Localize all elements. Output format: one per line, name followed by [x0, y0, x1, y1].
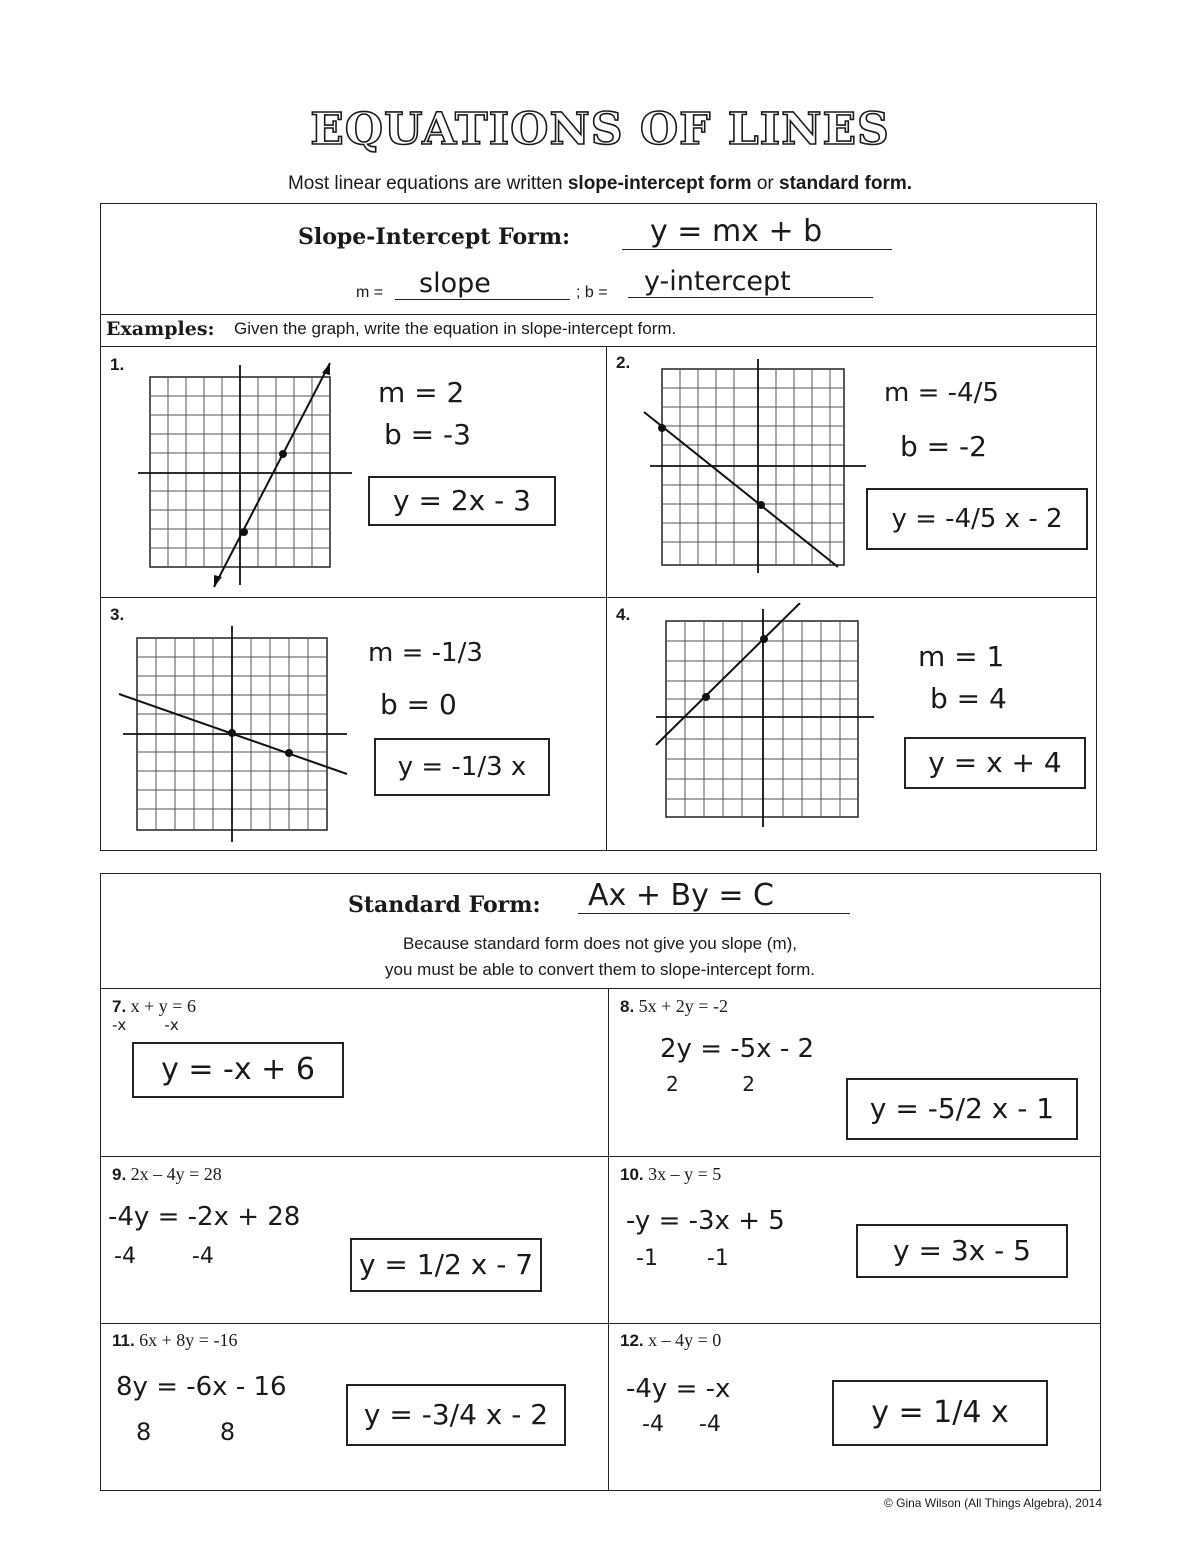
problem-8-answer: y = -5/2 x - 1 — [846, 1078, 1078, 1140]
problem-12 — [620, 1330, 721, 1351]
subtitle — [0, 173, 1200, 195]
graph-1-line — [214, 363, 330, 587]
problem-9 — [112, 1164, 222, 1185]
problem-4-answer: y = x + 4 — [904, 737, 1086, 789]
slope-intercept-answer: y = mx + b — [622, 214, 892, 250]
graph-1-arrow-top — [322, 363, 330, 375]
problem-9-work-2: -4 -4 — [114, 1244, 214, 1269]
graph-3-point-a — [228, 729, 236, 737]
problem-7-number: 7. — [112, 997, 127, 1016]
problem-12-work-2: -4 -4 — [642, 1412, 721, 1437]
problem-7-equation: x + y = 6 — [130, 996, 196, 1016]
problem-11-work-1: 8y = -6x - 16 — [116, 1372, 287, 1402]
copyright-footer: © Gina Wilson (All Things Algebra), 2014 — [883, 1496, 1102, 1510]
graph-4 — [650, 603, 880, 831]
problem-1-m: m = 2 — [378, 376, 465, 409]
graph-4-point-b — [760, 635, 768, 643]
problem-2-m: m = -4/5 — [884, 378, 999, 408]
problem-4-b: b = 4 — [930, 682, 1007, 715]
subtitle-form2: standard form. — [779, 173, 913, 194]
problem-4-number: 4. — [616, 605, 631, 624]
graph-1-axes — [138, 365, 352, 585]
problem-11-number: 11. — [112, 1331, 135, 1350]
problem-2-number: 2. — [616, 353, 631, 372]
problem-1-answer: y = 2x - 3 — [368, 476, 556, 526]
standard-grid-h1 — [100, 1156, 1101, 1157]
problem-11-equation: 6x + 8y = -16 — [139, 1330, 238, 1350]
graph-3 — [115, 622, 355, 844]
graph-2-axes — [650, 359, 866, 573]
examples-row-divider — [100, 314, 1097, 315]
problem-3-m: m = -1/3 — [368, 638, 483, 668]
problem-9-equation: 2x – 4y = 28 — [130, 1164, 222, 1184]
standard-grid-h2 — [100, 1323, 1101, 1324]
standard-grid-top — [100, 988, 1101, 989]
problem-9-work-1: -4y = -2x + 28 — [108, 1202, 301, 1232]
problem-10 — [620, 1164, 721, 1185]
problem-10-work-1: -y = -3x + 5 — [626, 1206, 785, 1236]
problem-10-answer: y = 3x - 5 — [856, 1224, 1068, 1278]
subtitle-form1: slope-intercept form — [567, 173, 752, 194]
problem-12-answer: y = 1/4 x — [832, 1380, 1048, 1446]
problem-3-answer: y = -1/3 x — [374, 738, 550, 796]
standard-grid-v — [608, 988, 609, 1491]
problem-10-equation: 3x – y = 5 — [648, 1164, 722, 1184]
slope-intercept-label: Slope-Intercept Form: — [298, 224, 571, 250]
problem-12-number: 12. — [620, 1331, 644, 1350]
b-label: ; b = — [576, 284, 608, 301]
examples-grid-top — [100, 346, 1097, 347]
problem-1-b: b = -3 — [384, 418, 471, 451]
standard-note-2: you must be able to convert them to slope-intercept form. — [385, 960, 815, 979]
subtitle-prefix: Most linear equations are written — [287, 173, 568, 194]
graph-2-point-a — [658, 424, 666, 432]
problem-8-equation: 5x + 2y = -2 — [638, 996, 728, 1016]
standard-form-label: Standard Form: — [348, 892, 541, 918]
problem-2-b: b = -2 — [900, 430, 987, 463]
standard-note-1: Because standard form does not give you slope (m), — [402, 934, 798, 953]
b-answer: y-intercept — [628, 266, 873, 298]
graph-2-grid — [662, 369, 844, 565]
problem-11 — [112, 1330, 237, 1351]
examples-instruction: Given the graph, write the equation in slope-intercept form. — [234, 319, 677, 338]
problem-8 — [620, 996, 728, 1017]
problem-3-b: b = 0 — [380, 688, 457, 721]
problem-8-work-2: 2 2 — [666, 1072, 756, 1096]
problem-4-m: m = 1 — [918, 640, 1005, 673]
problem-11-work-2: 8 8 — [136, 1418, 236, 1446]
problem-12-work-1: -4y = -x — [626, 1374, 731, 1404]
page-title: EQUATIONS OF LINES — [310, 104, 890, 155]
problem-9-number: 9. — [112, 1165, 127, 1184]
problem-8-work-1: 2y = -5x - 2 — [660, 1034, 815, 1064]
problem-2-answer: y = -4/5 x - 2 — [866, 488, 1088, 550]
problem-7 — [112, 996, 196, 1017]
problem-9-answer: y = 1/2 x - 7 — [350, 1238, 542, 1292]
problem-10-work-2: -1 -1 — [636, 1246, 729, 1271]
problem-11-answer: y = -3/4 x - 2 — [346, 1384, 566, 1446]
graph-3-point-b — [285, 749, 293, 757]
graph-1 — [130, 355, 360, 595]
graph-4-point-a — [702, 693, 710, 701]
problem-3-number: 3. — [110, 605, 125, 624]
standard-form-answer: Ax + By = C — [578, 878, 850, 914]
problem-7-work: -x -x — [112, 1016, 179, 1034]
problem-7-answer: y = -x + 6 — [132, 1042, 344, 1098]
problem-10-number: 10. — [620, 1165, 644, 1184]
examples-grid-mid-h — [100, 597, 1097, 598]
problem-1-number: 1. — [110, 355, 125, 374]
m-answer: slope — [395, 268, 570, 300]
graph-2-line — [644, 412, 838, 567]
graph-4-grid — [666, 621, 858, 817]
m-label: m = — [356, 284, 384, 301]
graph-4-line — [656, 603, 800, 745]
subtitle-mid: or — [751, 173, 779, 194]
examples-label: Examples: — [106, 318, 215, 340]
graph-2-point-b — [757, 501, 765, 509]
problem-8-number: 8. — [620, 997, 635, 1016]
graph-1-point-a — [279, 450, 287, 458]
graph-1-point-b — [240, 528, 248, 536]
graph-1-arrow-bottom — [214, 575, 222, 587]
graph-2 — [640, 355, 870, 580]
problem-12-equation: x – 4y = 0 — [648, 1330, 722, 1350]
examples-grid-mid-v — [606, 346, 607, 851]
